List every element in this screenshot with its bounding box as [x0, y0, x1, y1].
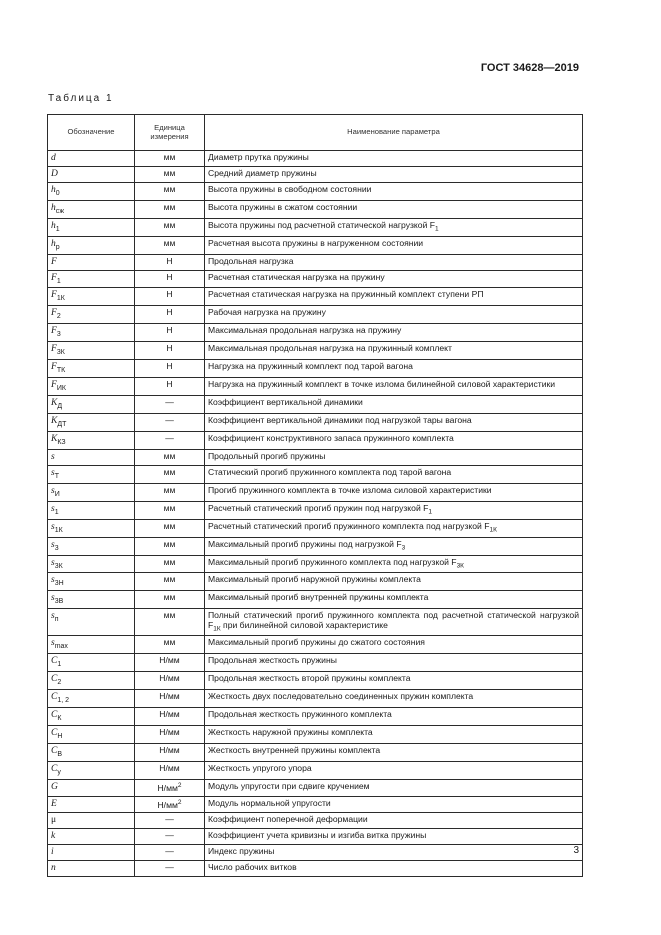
- unit-cell: —: [135, 813, 205, 829]
- unit-cell: Н: [135, 324, 205, 342]
- symbol-cell: $C_{1, 2}$: [48, 690, 135, 708]
- unit-cell: —: [135, 845, 205, 861]
- symbol-cell: $K_{ДТ}$: [48, 414, 135, 432]
- unit-cell: мм: [135, 537, 205, 555]
- table-row: [48, 708, 583, 726]
- symbol-cell: $C_К$: [48, 708, 135, 726]
- parameter-name-cell: Диаметр прутка пружины: [205, 151, 583, 167]
- unit-cell: мм: [135, 501, 205, 519]
- table-row: [48, 151, 583, 167]
- symbol-cell: $F_1$: [48, 270, 135, 288]
- parameter-name-cell: Максимальная продольная нагрузка на пружинный комплект: [205, 342, 583, 360]
- parameter-name-cell: Высота пружины в сжатом состоянии: [205, 200, 583, 218]
- symbol-cell: $F_{3К}$: [48, 342, 135, 360]
- unit-cell: мм: [135, 465, 205, 483]
- parameter-name-cell: Продольная жесткость второй пружины комплекта: [205, 672, 583, 690]
- table-row: [48, 414, 583, 432]
- column-header-symbol: Обозначение: [48, 115, 135, 151]
- unit-cell: —: [135, 431, 205, 449]
- symbol-cell: i: [48, 845, 135, 861]
- unit-cell: мм: [135, 236, 205, 254]
- symbol-cell: $h_р$: [48, 236, 135, 254]
- unit-cell: мм: [135, 519, 205, 537]
- parameter-name-cell: Нагрузка на пружинный комплект в точке излома билинейной силовой характеристики: [205, 378, 583, 396]
- unit-cell: $Н/мм^2$: [135, 779, 205, 796]
- symbol-cell: E: [48, 796, 135, 813]
- symbol-cell: $h_1$: [48, 218, 135, 236]
- parameter-name-cell: Жесткость двух последовательно соединенных пружин комплекта: [205, 690, 583, 708]
- symbol-cell: $C_Н$: [48, 726, 135, 744]
- table-row: [48, 845, 583, 861]
- symbol-cell: s: [48, 449, 135, 465]
- table-row: [48, 861, 583, 877]
- unit-cell: Н: [135, 288, 205, 306]
- parameter-name-cell: Модуль упругости при сдвиге кручением: [205, 779, 583, 796]
- symbol-cell: $s_3$: [48, 537, 135, 555]
- parameter-name-cell: Расчетная статическая нагрузка на пружинный комплект ступени РП: [205, 288, 583, 306]
- unit-cell: Н: [135, 360, 205, 378]
- symbol-cell: G: [48, 779, 135, 796]
- parameter-name-cell: Максимальный прогиб пружинного комплекта под нагрузкой $F_{3К}$: [205, 555, 583, 573]
- unit-cell: мм: [135, 591, 205, 609]
- unit-cell: Н/мм: [135, 761, 205, 779]
- symbol-cell: $s_{3К}$: [48, 555, 135, 573]
- table-body: [48, 151, 583, 877]
- parameter-name-cell: Коэффициент поперечной деформации: [205, 813, 583, 829]
- table-row: [48, 483, 583, 501]
- parameter-name-cell: Высота пружины в свободном состоянии: [205, 182, 583, 200]
- parameter-name-cell: Продольный прогиб пружины: [205, 449, 583, 465]
- parameter-name-cell: Рабочая нагрузка на пружину: [205, 306, 583, 324]
- unit-cell: мм: [135, 573, 205, 591]
- table-row: [48, 360, 583, 378]
- parameters-table: [47, 114, 583, 877]
- unit-cell: мм: [135, 483, 205, 501]
- unit-cell: Н: [135, 306, 205, 324]
- symbol-cell: $h_0$: [48, 182, 135, 200]
- page-number: 3: [573, 845, 579, 856]
- parameter-name-cell: Жесткость наружной пружины комплекта: [205, 726, 583, 744]
- symbol-cell: $s_{3В}$: [48, 591, 135, 609]
- symbol-cell: $s_{1К}$: [48, 519, 135, 537]
- symbol-cell: n: [48, 861, 135, 877]
- symbol-cell: $h_{сж}$: [48, 200, 135, 218]
- parameter-name-cell: Средний диаметр пружины: [205, 166, 583, 182]
- symbol-cell: D: [48, 166, 135, 182]
- column-header-unit: Единица измерения: [135, 115, 205, 151]
- unit-cell: мм: [135, 636, 205, 654]
- symbol-cell: $C_В$: [48, 744, 135, 762]
- table-row: [48, 609, 583, 636]
- parameter-name-cell: Нагрузка на пружинный комплект под тарой вагона: [205, 360, 583, 378]
- table-row: [48, 236, 583, 254]
- parameter-name-cell: Расчетная высота пружины в нагруженном состоянии: [205, 236, 583, 254]
- table-row: [48, 654, 583, 672]
- parameter-name-cell: Расчетный статический прогиб пружинного комплекта под нагрузкой $F_{1К}$: [205, 519, 583, 537]
- parameter-name-cell: Коэффициент вертикальной динамики под нагрузкой тары вагона: [205, 414, 583, 432]
- table-row: [48, 813, 583, 829]
- table-row: [48, 182, 583, 200]
- parameter-name-cell: Максимальный прогиб наружной пружины комплекта: [205, 573, 583, 591]
- table-row: [48, 378, 583, 396]
- parameter-name-cell: Индекс пружины: [205, 845, 583, 861]
- unit-cell: Н: [135, 378, 205, 396]
- unit-cell: мм: [135, 182, 205, 200]
- unit-cell: —: [135, 396, 205, 414]
- table-row: [48, 761, 583, 779]
- symbol-cell: $F_{1К}$: [48, 288, 135, 306]
- symbol-cell: $K_{КЗ}$: [48, 431, 135, 449]
- unit-cell: мм: [135, 449, 205, 465]
- parameter-name-cell: Продольная нагрузка: [205, 254, 583, 270]
- parameter-name-cell: Максимальный прогиб пружины до сжатого состояния: [205, 636, 583, 654]
- table-row: [48, 465, 583, 483]
- table-row: [48, 200, 583, 218]
- unit-cell: Н: [135, 342, 205, 360]
- parameter-name-cell: Жесткость упругого упора: [205, 761, 583, 779]
- table-row: [48, 270, 583, 288]
- unit-cell: Н: [135, 270, 205, 288]
- table-row: [48, 537, 583, 555]
- symbol-cell: k: [48, 829, 135, 845]
- symbol-cell: μ: [48, 813, 135, 829]
- symbol-cell: $F_3$: [48, 324, 135, 342]
- table-row: [48, 324, 583, 342]
- table-row: [48, 555, 583, 573]
- symbol-cell: $F_2$: [48, 306, 135, 324]
- table-row: [48, 431, 583, 449]
- unit-cell: Н: [135, 254, 205, 270]
- parameter-name-cell: Статический прогиб пружинного комплекта под тарой вагона: [205, 465, 583, 483]
- table-row: [48, 726, 583, 744]
- parameter-name-cell: Максимальная продольная нагрузка на пружину: [205, 324, 583, 342]
- table-row: [48, 796, 583, 813]
- unit-cell: Н/мм: [135, 672, 205, 690]
- unit-cell: мм: [135, 166, 205, 182]
- table-row: [48, 449, 583, 465]
- table-row: [48, 306, 583, 324]
- unit-cell: мм: [135, 151, 205, 167]
- symbol-cell: $F_{ИК}$: [48, 378, 135, 396]
- unit-cell: мм: [135, 555, 205, 573]
- table-row: [48, 501, 583, 519]
- unit-cell: Н/мм: [135, 708, 205, 726]
- table-header-row: [48, 115, 583, 151]
- parameter-name-cell: Число рабочих витков: [205, 861, 583, 877]
- parameter-name-cell: Расчетный статический прогиб пружин под нагрузкой $F_1$: [205, 501, 583, 519]
- parameter-name-cell: Прогиб пружинного комплекта в точке излома силовой характеристики: [205, 483, 583, 501]
- parameter-name-cell: Коэффициент учета кривизны и изгиба витка пружины: [205, 829, 583, 845]
- table-row: [48, 342, 583, 360]
- symbol-cell: $s_{max}$: [48, 636, 135, 654]
- table-row: [48, 396, 583, 414]
- unit-cell: —: [135, 414, 205, 432]
- unit-cell: —: [135, 829, 205, 845]
- unit-cell: —: [135, 861, 205, 877]
- symbol-cell: $s_Т$: [48, 465, 135, 483]
- symbol-cell: $C_у$: [48, 761, 135, 779]
- table-row: [48, 779, 583, 796]
- parameter-name-cell: Коэффициент конструктивного запаса пружинного комплекта: [205, 431, 583, 449]
- table-row: [48, 166, 583, 182]
- standard-number: ГОСТ 34628—2019: [480, 62, 579, 74]
- table-row: [48, 829, 583, 845]
- table-caption: Таблица 1: [48, 93, 114, 104]
- column-header-name: Наименование параметра: [205, 115, 583, 151]
- table-row: [48, 573, 583, 591]
- symbol-cell: $K_Д$: [48, 396, 135, 414]
- symbol-cell: $s_{3Н}$: [48, 573, 135, 591]
- table-row: [48, 218, 583, 236]
- table-row: [48, 519, 583, 537]
- parameter-name-cell: Максимальный прогиб внутренней пружины комплекта: [205, 591, 583, 609]
- unit-cell: мм: [135, 218, 205, 236]
- parameter-name-cell: Коэффициент вертикальной динамики: [205, 396, 583, 414]
- parameter-name-cell: Продольная жесткость пружинного комплекта: [205, 708, 583, 726]
- parameter-name-cell: Расчетная статическая нагрузка на пружину: [205, 270, 583, 288]
- symbol-cell: $s_1$: [48, 501, 135, 519]
- unit-cell: Н/мм: [135, 690, 205, 708]
- symbol-cell: $s_И$: [48, 483, 135, 501]
- symbol-cell: d: [48, 151, 135, 167]
- table-row: [48, 254, 583, 270]
- unit-cell: мм: [135, 200, 205, 218]
- parameter-name-cell: Высота пружины под расчетной статической нагрузкой $F_1$: [205, 218, 583, 236]
- table-row: [48, 672, 583, 690]
- symbol-cell: F: [48, 254, 135, 270]
- parameter-name-cell: Продольная жесткость пружины: [205, 654, 583, 672]
- parameter-name-cell: Жесткость внутренней пружины комплекта: [205, 744, 583, 762]
- symbol-cell: $F_{ТК}$: [48, 360, 135, 378]
- unit-cell: Н/мм: [135, 726, 205, 744]
- table-row: [48, 744, 583, 762]
- unit-cell: мм: [135, 609, 205, 636]
- unit-cell: Н/мм: [135, 654, 205, 672]
- parameter-name-cell: Модуль нормальной упругости: [205, 796, 583, 813]
- symbol-cell: $s_п$: [48, 609, 135, 636]
- table-row: [48, 591, 583, 609]
- unit-cell: $Н/мм^2$: [135, 796, 205, 813]
- unit-cell: Н/мм: [135, 744, 205, 762]
- table-row: [48, 636, 583, 654]
- parameter-name-cell: Полный статический прогиб пружинного комплекта под расчетной статической нагрузкой $F_{1К}$ при билинейной силовой характеристике: [205, 609, 583, 636]
- symbol-cell: $C_2$: [48, 672, 135, 690]
- table-row: [48, 690, 583, 708]
- table-row: [48, 288, 583, 306]
- parameter-name-cell: Максимальный прогиб пружины под нагрузкой $F_3$: [205, 537, 583, 555]
- symbol-cell: $C_1$: [48, 654, 135, 672]
